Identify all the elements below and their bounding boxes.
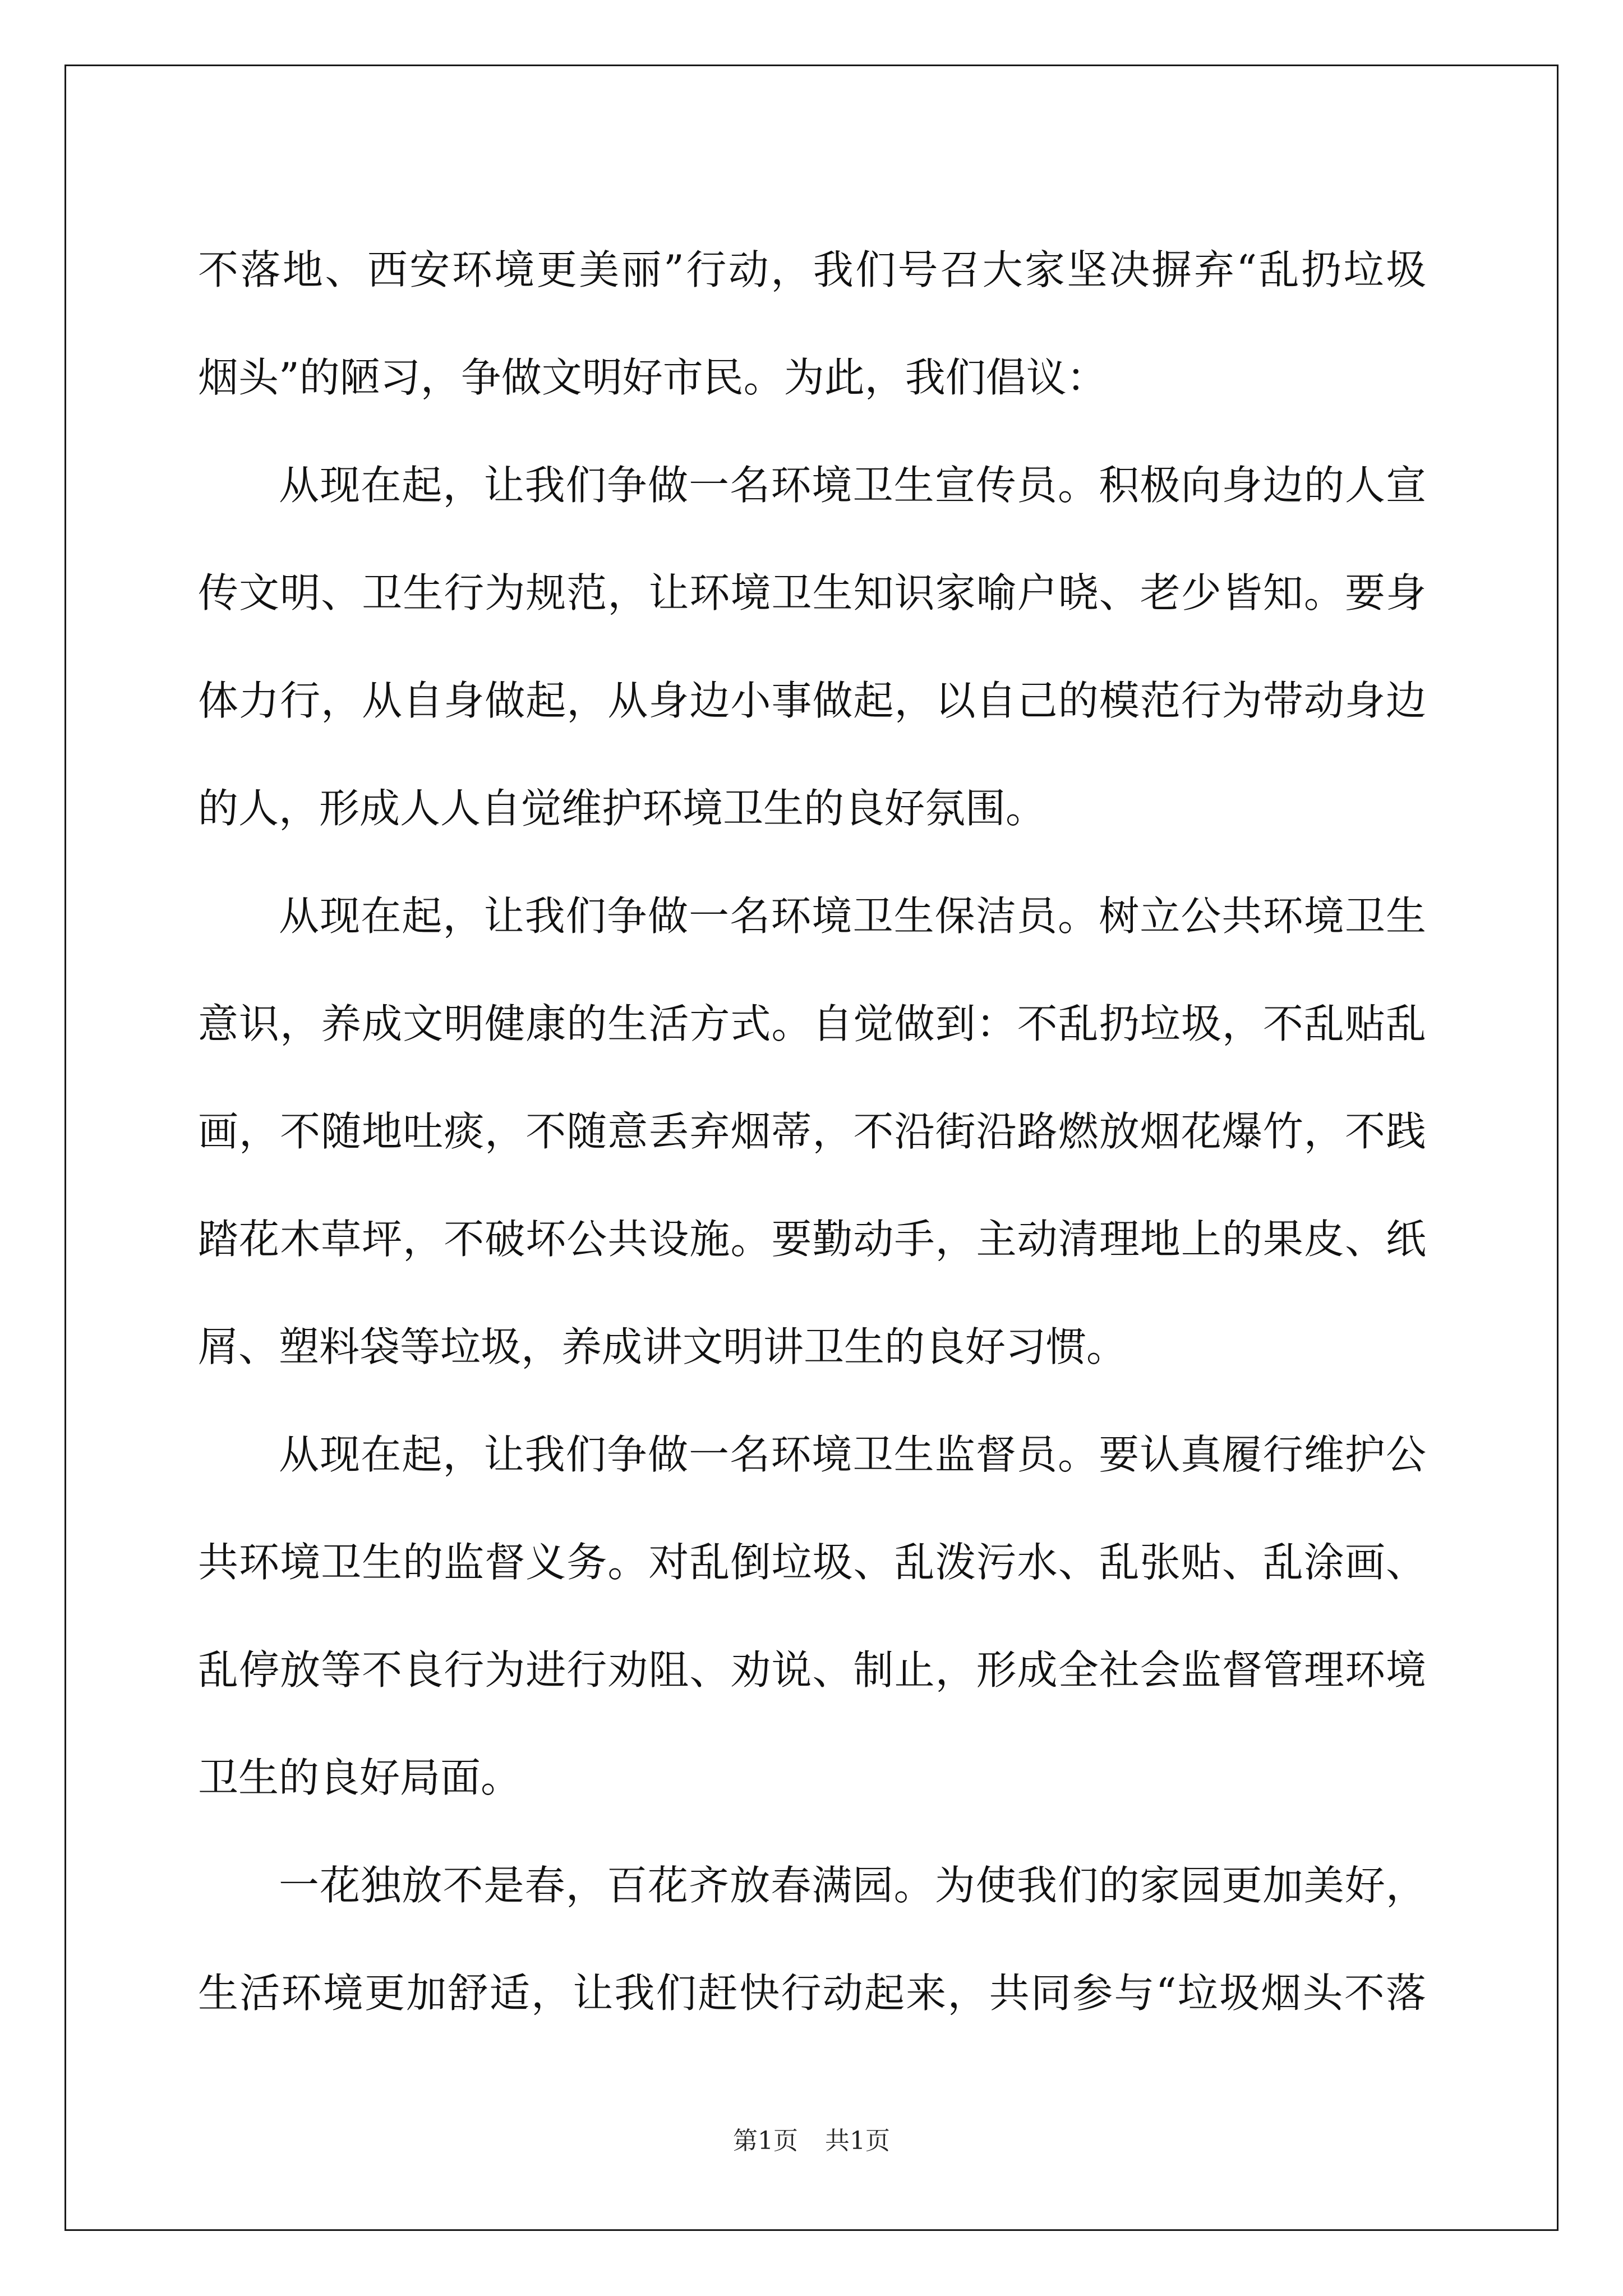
text-line: 体力行，从自身做起，从身边小事做起，以自己的模范行为带动身边: [198, 677, 1426, 724]
paragraph: [198, 1832, 1426, 1939]
text-line: 意识，养成文明健康的生活方式。自觉做到：不乱扔垃圾，不乱贴乱: [198, 1000, 1426, 1047]
text-line: 生活环境更加舒适，让我们赶快行动起来，共同参与“垃圾烟头不落: [198, 1970, 1426, 2017]
paragraph: [198, 216, 1426, 324]
paragraph: [198, 647, 1426, 754]
text-line: 画，不随地吐痰，不随意丢弃烟蒂，不沿街沿路燃放烟花爆竹，不践: [198, 1108, 1426, 1155]
paragraph: [198, 1508, 1426, 1616]
page-number: 第1页: [733, 2127, 798, 2155]
paragraph: [198, 970, 1426, 1078]
paragraph: [198, 754, 1426, 862]
text-line: 烟头”的陋习，争做文明好市民。为此，我们倡议：: [198, 354, 1107, 401]
text-line: 从现在起，让我们争做一名环境卫生监督员。要认真履行维护公: [279, 1431, 1426, 1478]
paragraph: [198, 1724, 1426, 1832]
page-footer: [0, 2120, 1623, 2156]
paragraph: [198, 1616, 1426, 1724]
text-line: 踏花木草坪，不破坏公共设施。要勤动手，主动清理地上的果皮、纸: [198, 1216, 1426, 1263]
text-line: 传文明、卫生行为规范，让环境卫生知识家喻户晓、老少皆知。要身: [198, 569, 1426, 616]
paragraph: [198, 1078, 1426, 1185]
paragraph: [198, 1293, 1426, 1401]
document-body: [198, 216, 1426, 2047]
paragraph: [198, 431, 1426, 539]
paragraph: [198, 1185, 1426, 1293]
paragraph: [198, 539, 1426, 647]
text-line: 一花独放不是春，百花齐放春满园。为使我们的家园更加美好，: [279, 1862, 1426, 1909]
text-line: 乱停放等不良行为进行劝阻、劝说、制止，形成全社会监督管理环境: [198, 1646, 1426, 1694]
text-line: 屑、塑料袋等垃圾，养成讲文明讲卫生的良好习惯。: [198, 1323, 1127, 1370]
paragraph: [198, 1939, 1426, 2047]
text-line: 从现在起，让我们争做一名环境卫生保洁员。树立公共环境卫生: [279, 892, 1426, 940]
text-line: 共环境卫生的监督义务。对乱倒垃圾、乱泼污水、乱张贴、乱涂画、: [198, 1539, 1426, 1586]
text-line: 不落地、西安环境更美丽”行动，我们号召大家坚决摒弃“乱扔垃圾: [198, 246, 1426, 293]
paragraph: [198, 1401, 1426, 1508]
text-line: 卫生的良好局面。: [198, 1754, 522, 1801]
paragraph: [198, 324, 1426, 431]
page-total: 共1页: [825, 2127, 890, 2155]
text-line: 的人，形成人人自觉维护环境卫生的良好氛围。: [198, 785, 1046, 832]
paragraph: [198, 862, 1426, 970]
text-line: 从现在起，让我们争做一名环境卫生宣传员。积极向身边的人宣: [279, 462, 1426, 509]
